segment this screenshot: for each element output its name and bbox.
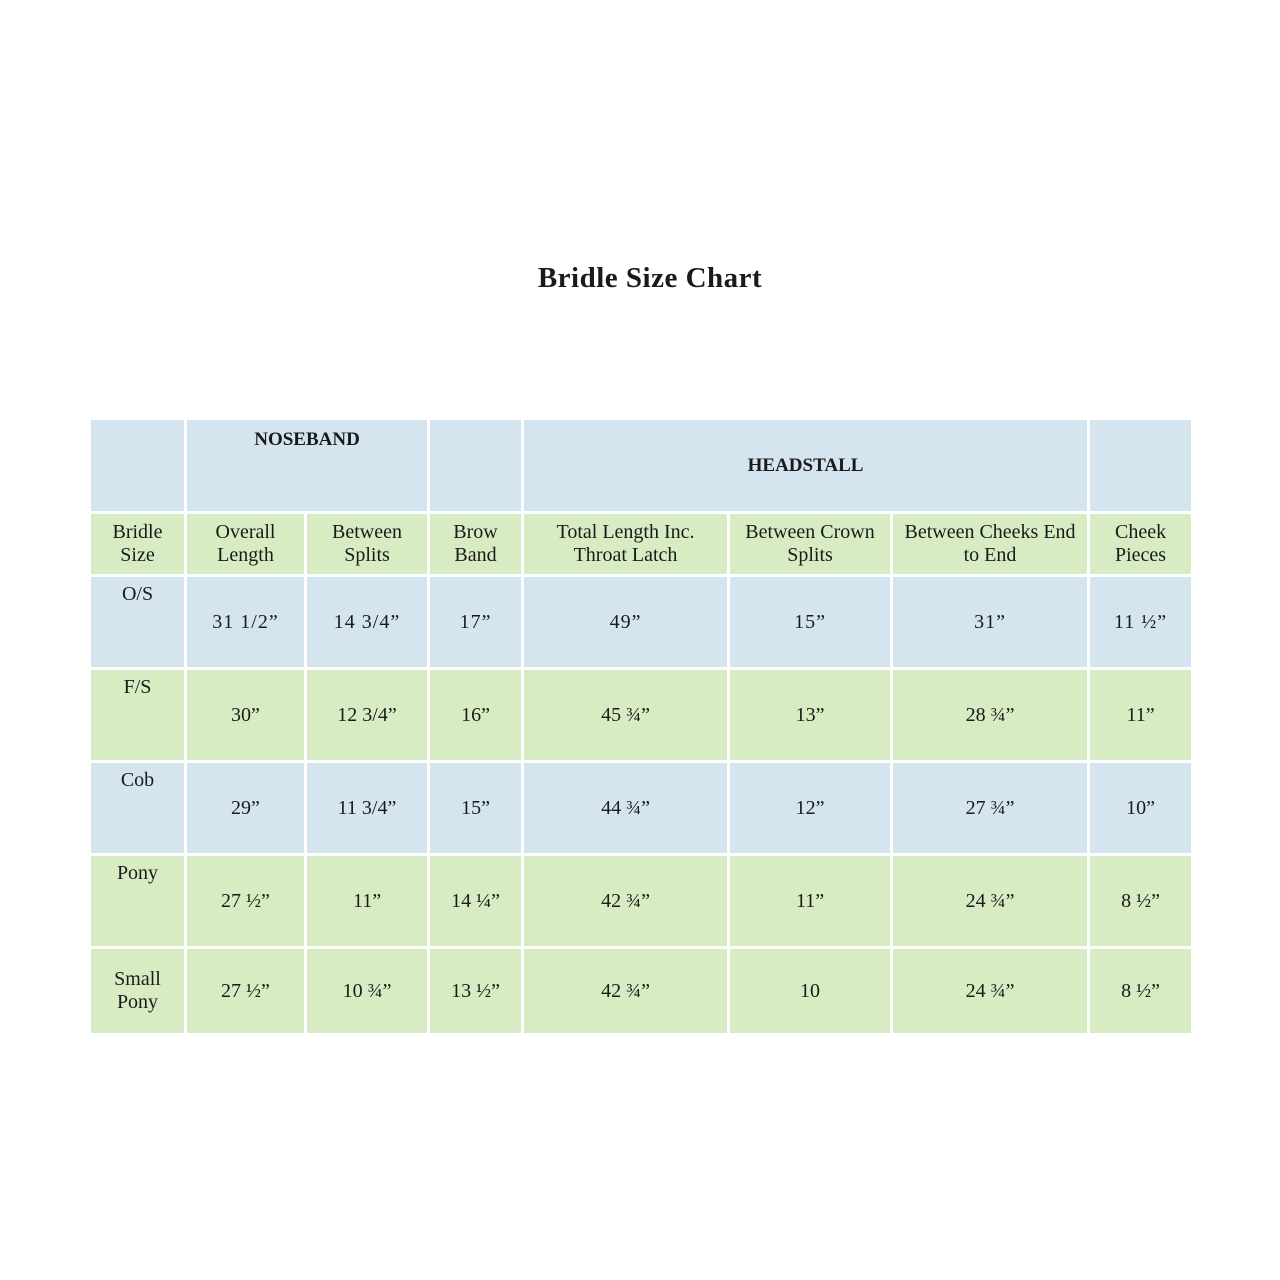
page-title: Bridle Size Chart: [537, 262, 763, 294]
table-cell: 11 ½”: [1090, 577, 1191, 667]
table-row: [91, 670, 1191, 760]
headstall-group-header: HEADSTALL: [524, 420, 1087, 511]
table-row: [91, 763, 1191, 853]
empty-cell: [91, 420, 184, 511]
header-line: Band: [454, 544, 497, 566]
noseband-group-header: NOSEBAND: [187, 420, 427, 511]
table-cell: 11 3/4”: [307, 763, 427, 853]
table-cell: 10: [730, 949, 890, 1033]
col-between-cheeks: [893, 514, 1087, 574]
table-cell: 27 ¾”: [893, 763, 1087, 853]
col-overall-length: [187, 514, 304, 574]
row-size: O/S: [91, 577, 184, 667]
table-cell: 31 1/2”: [187, 577, 304, 667]
col-total-length: [524, 514, 727, 574]
column-header-row: [91, 514, 1191, 574]
col-bridle-size: [91, 514, 184, 574]
header-line: Between Cheeks End: [904, 521, 1076, 543]
header-line: Splits: [344, 544, 390, 566]
header-line: Bridle: [112, 521, 163, 543]
row-size: Cob: [91, 763, 184, 853]
table-cell: 17”: [430, 577, 521, 667]
row-size: F/S: [91, 670, 184, 760]
table-cell: 15”: [730, 577, 890, 667]
header-line: Pieces: [1114, 544, 1167, 566]
empty-cell: [1090, 420, 1191, 511]
header-line: Between: [332, 521, 402, 543]
table-cell: 31”: [893, 577, 1087, 667]
table-row: [91, 577, 1191, 667]
empty-cell: [430, 420, 521, 511]
table-cell: 10 ¾”: [307, 949, 427, 1033]
table-cell: 15”: [430, 763, 521, 853]
header-line: Brow: [453, 521, 498, 543]
header-line: Throat Latch: [573, 544, 678, 566]
header-line: to End: [963, 544, 1017, 566]
table-cell: 28 ¾”: [893, 670, 1087, 760]
header-line: Cheek: [1114, 521, 1167, 543]
table-cell: 27 ½”: [187, 949, 304, 1033]
table-cell: 8 ½”: [1090, 856, 1191, 946]
col-between-splits: [307, 514, 427, 574]
table-cell: 42 ¾”: [524, 856, 727, 946]
header-line: Length: [217, 544, 274, 566]
table-cell: 12 3/4”: [307, 670, 427, 760]
table-cell: 11”: [307, 856, 427, 946]
table-cell: 44 ¾”: [524, 763, 727, 853]
col-cheek-pieces: [1090, 514, 1191, 574]
table-cell: 12”: [730, 763, 890, 853]
table-cell: 49”: [524, 577, 727, 667]
table-cell: 13 ½”: [430, 949, 521, 1033]
col-between-crown-splits: [730, 514, 890, 574]
table-cell: 30”: [187, 670, 304, 760]
table-cell: 13”: [730, 670, 890, 760]
table-cell: 45 ¾”: [524, 670, 727, 760]
table-cell: 11”: [730, 856, 890, 946]
table-cell: 24 ¾”: [893, 856, 1087, 946]
row-size: Pony: [91, 856, 184, 946]
group-header-row: [91, 420, 1191, 511]
header-line: Between Crown: [745, 521, 875, 543]
row-size: [91, 949, 184, 1033]
size-line: Pony: [116, 991, 159, 1013]
header-line: Overall: [215, 521, 276, 543]
table-cell: 29”: [187, 763, 304, 853]
table-cell: 14 3/4”: [307, 577, 427, 667]
size-line: Small: [114, 968, 161, 990]
table-cell: 27 ½”: [187, 856, 304, 946]
table-row: [91, 949, 1191, 1033]
table-cell: 24 ¾”: [893, 949, 1087, 1033]
table-cell: 11”: [1090, 670, 1191, 760]
table-row: [91, 856, 1191, 946]
table-cell: 8 ½”: [1090, 949, 1191, 1033]
table-cell: 10”: [1090, 763, 1191, 853]
header-line: Size: [120, 544, 155, 566]
header-line: Splits: [787, 544, 833, 566]
col-brow-band: [430, 514, 521, 574]
table-cell: 16”: [430, 670, 521, 760]
table-cell: 14 ¼”: [430, 856, 521, 946]
header-line: Total Length Inc.: [556, 521, 695, 543]
bridle-size-table: [88, 417, 1194, 1036]
table-cell: 42 ¾”: [524, 949, 727, 1033]
